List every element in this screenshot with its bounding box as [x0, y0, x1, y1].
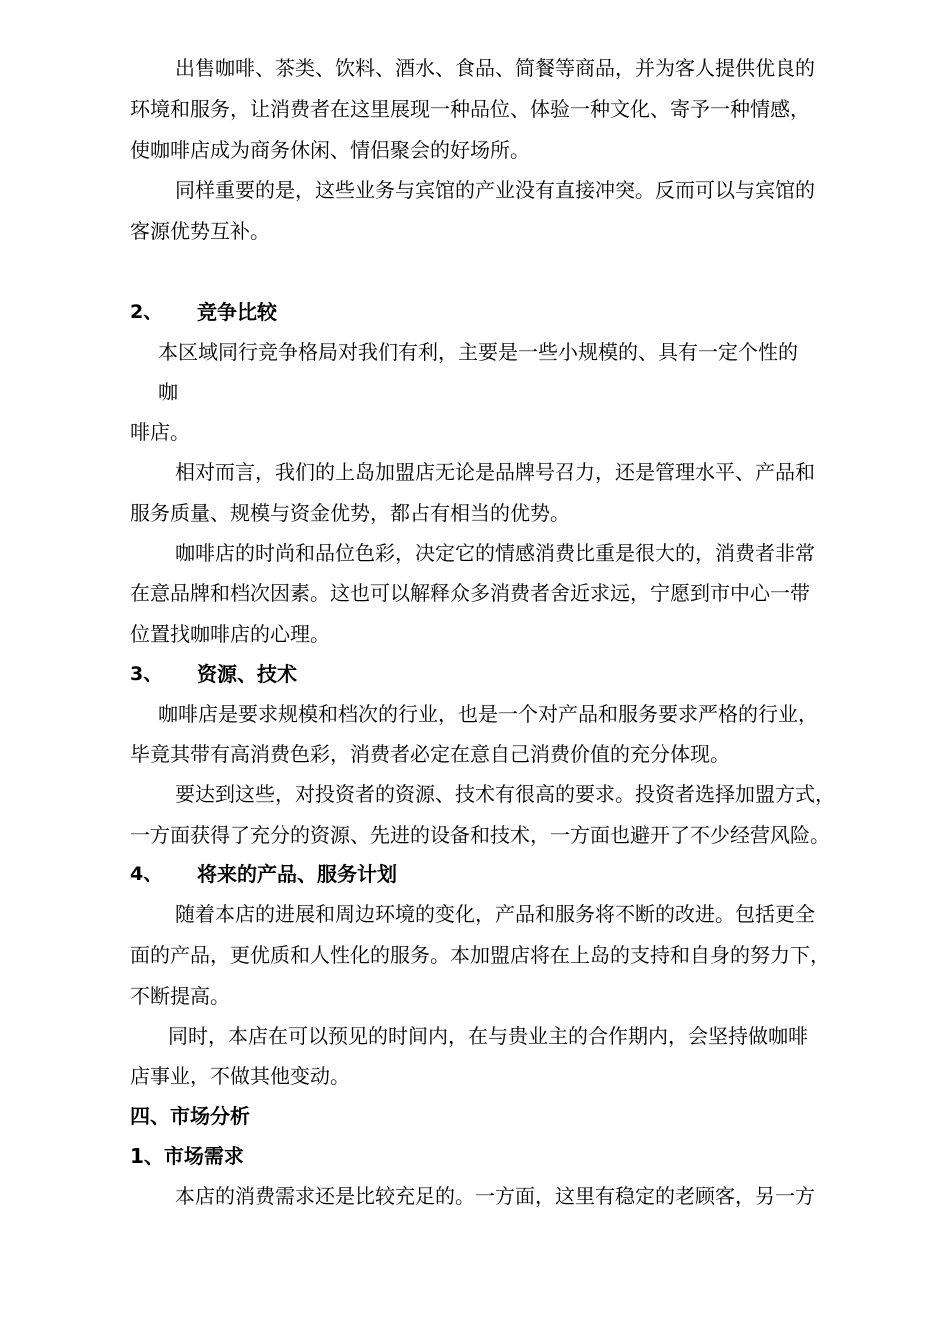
- section-4-number: 4、: [130, 863, 163, 885]
- p3-line3: 啡店。: [130, 420, 190, 444]
- subheading-market-demand: 1、市场需求: [130, 1144, 244, 1168]
- p4-line1: 相对而言，我们的上岛加盟店无论是品牌号召力，还是管理水平、产品和: [175, 460, 815, 484]
- p2-line2: 客源优势互补。: [130, 219, 270, 243]
- p8-line3: 不断提高。: [130, 984, 230, 1008]
- p1-line2: 环境和服务，让消费者在这里展现一种品位、体验一种文化、寄予一种情感，: [130, 97, 810, 121]
- p1-line1: 出售咖啡、茶类、饮料、酒水、食品、简餐等商品，并为客人提供优良的: [175, 56, 815, 80]
- section-2-title: 竞争比较: [197, 300, 277, 324]
- p5-line3: 位置找咖啡店的心理。: [130, 622, 330, 646]
- p5-line2: 在意品牌和档次因素。这也可以解释众多消费者舍近求远，宁愿到市中心一带: [130, 581, 810, 605]
- heading-market-analysis: 四、市场分析: [130, 1104, 250, 1128]
- p8-line1: 随着本店的进展和周边环境的变化，产品和服务将不断的改进。包括更全: [175, 902, 815, 926]
- section-3-number: 3、: [130, 663, 163, 685]
- p8-line2: 面的产品，更优质和人性化的服务。本加盟店将在上岛的支持和自身的努力下，: [130, 943, 830, 967]
- p2-line1: 同样重要的是，这些业务与宾馆的产业没有直接冲突。反而可以与宾馆的: [175, 178, 815, 202]
- p7-line2: 一方面获得了充分的资源、先进的设备和技术，一方面也避开了不少经营风险。: [130, 823, 830, 847]
- p9-line1: 同时，本店在可以预见的时间内，在与贵业主的合作期内，会坚持做咖啡: [168, 1024, 808, 1048]
- p9-line2: 店事业，不做其他变动。: [130, 1064, 350, 1088]
- section-2-number: 2、: [130, 301, 163, 323]
- p7-line1: 要达到这些，对投资者的资源、技术有很高的要求。投资者选择加盟方式，: [175, 782, 835, 806]
- section-4-title: 将来的产品、服务计划: [197, 862, 397, 886]
- p3-line2: 咖: [158, 380, 178, 404]
- p6-line1: 咖啡店是要求规模和档次的行业，也是一个对产品和服务要求严格的行业，: [158, 702, 818, 726]
- p4-line2: 服务质量、规模与资金优势，都占有相当的优势。: [130, 501, 570, 525]
- section-3-title: 资源、技术: [197, 662, 297, 686]
- p10-line1: 本店的消费需求还是比较充足的。一方面，这里有稳定的老顾客，另一方: [175, 1184, 815, 1208]
- p6-line2: 毕竟其带有高消费色彩，消费者必定在意自己消费价值的充分体现。: [130, 742, 730, 766]
- p5-line1: 咖啡店的时尚和品位色彩，决定它的情感消费比重是很大的，消费者非常: [175, 541, 815, 565]
- p1-line3: 使咖啡店成为商务休闲、情侣聚会的好场所。: [130, 138, 530, 162]
- p3-line1: 本区域同行竞争格局对我们有利，主要是一些小规模的、具有一定个性的: [158, 340, 798, 364]
